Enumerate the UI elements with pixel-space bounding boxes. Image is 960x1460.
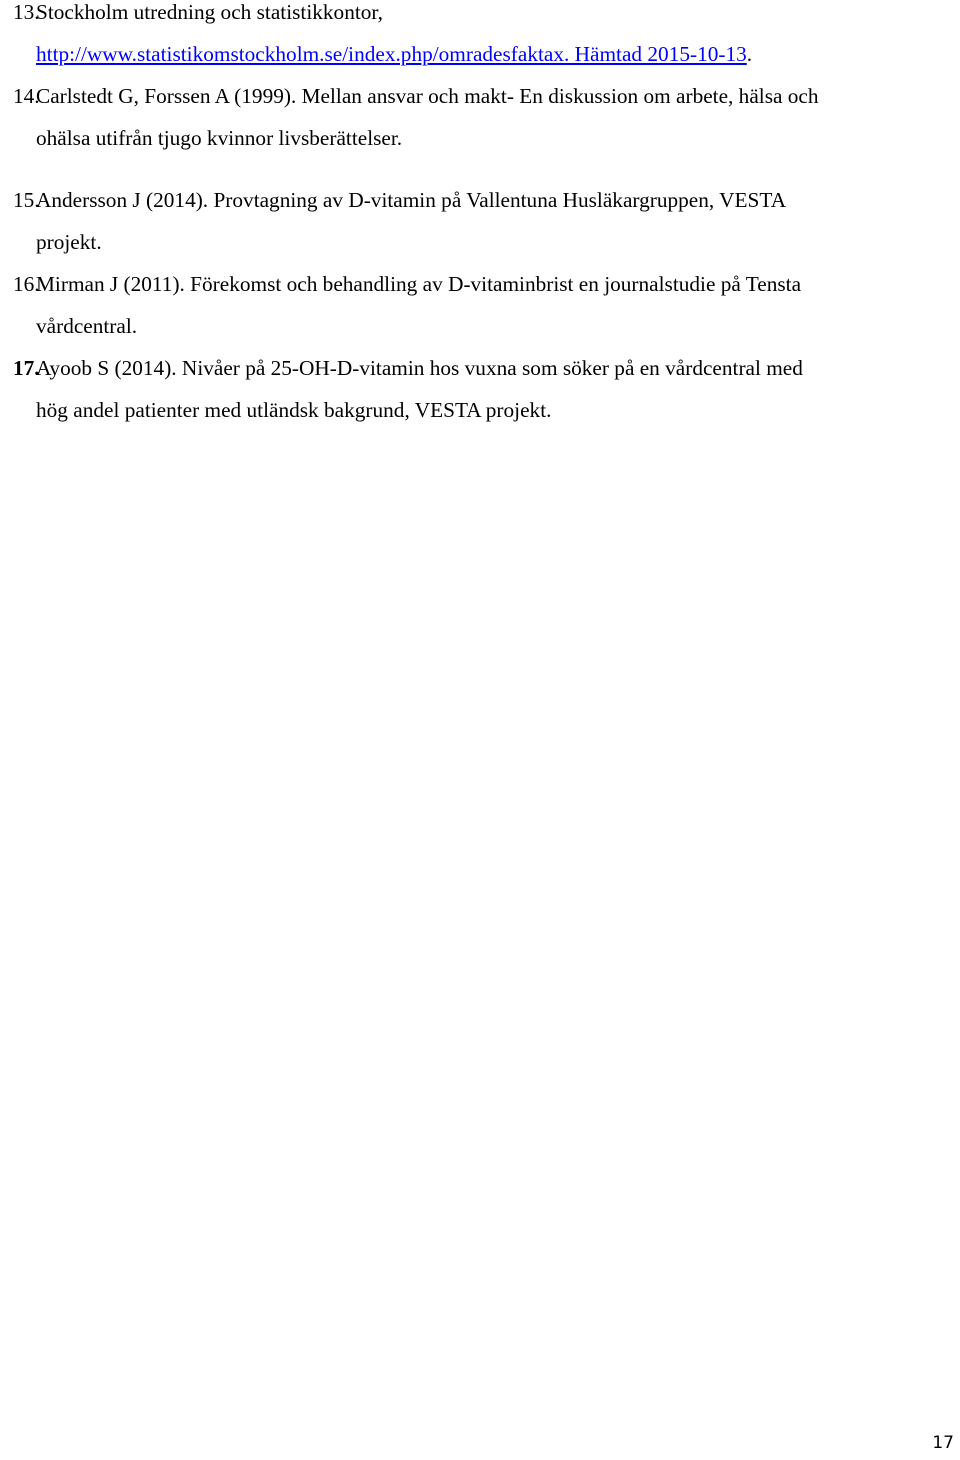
reference-number: 15. (13, 188, 40, 212)
reference-text-continued: hög andel patienter med utländsk bakgrund, VESTA projekt. (36, 398, 552, 422)
reference-text: Andersson J (2014). Provtagning av D-vitamin på Vallentuna Husläkargruppen, VESTA (36, 188, 787, 212)
reference-item-16 (13, 263, 948, 347)
reference-number: 13. (13, 0, 40, 24)
reference-number: 16. (13, 272, 40, 296)
reference-link-line (36, 33, 948, 75)
reference-list (13, 0, 948, 431)
reference-item-17 (13, 347, 948, 431)
reference-text-continued: vårdcentral. (36, 314, 138, 338)
reference-item-14 (13, 75, 948, 159)
reference-text: Carlstedt G, Forssen A (1999). Mellan ansvar och makt- En diskussion om arbete, hälsa och (36, 84, 819, 108)
reference-link[interactable]: http://www.statistikomstockholm.se/index.php/omradesfaktax. Hämtad 2015-10-13 (36, 42, 747, 66)
reference-text: Stockholm utredning och statistikkontor, (36, 0, 383, 24)
reference-item-15 (13, 179, 948, 263)
reference-link-suffix: . (746, 42, 753, 66)
reference-text-continued: projekt. (36, 230, 102, 254)
page-number: 17 (932, 1433, 954, 1453)
reference-text: Ayoob S (2014). Nivåer på 25-OH-D-vitamin hos vuxna som söker på en vårdcentral med (36, 356, 803, 380)
reference-text-continued: ohälsa utifrån tjugo kvinnor livsberättelser. (36, 126, 403, 150)
reference-number: 14. (13, 84, 40, 108)
reference-text: Mirman J (2011). Förekomst och behandling av D-vitaminbrist en journalstudie på Tensta (36, 272, 802, 296)
reference-number: 17. (13, 356, 40, 380)
reference-item-13 (13, 0, 948, 75)
